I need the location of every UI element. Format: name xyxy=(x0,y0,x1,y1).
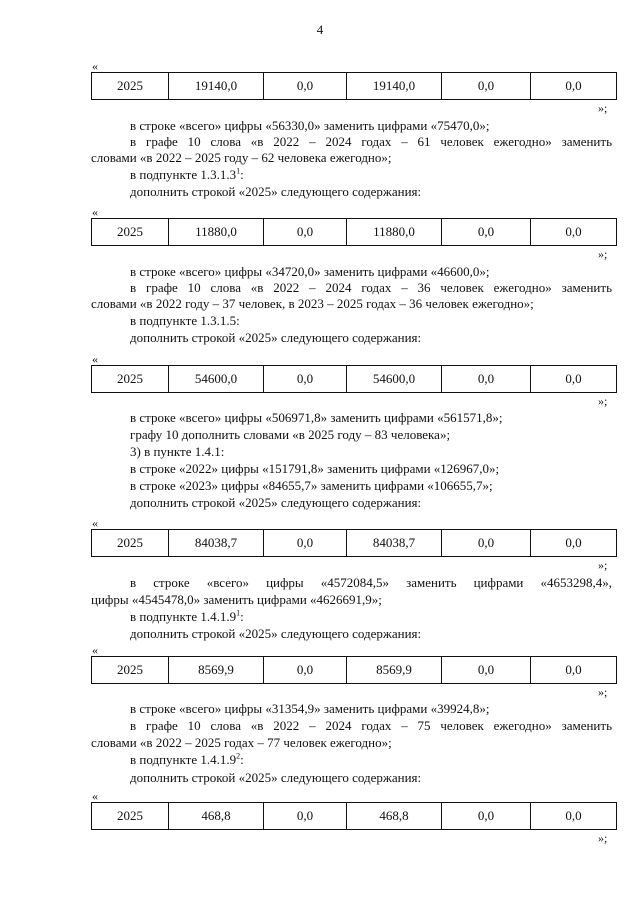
table-cell: 0,0 xyxy=(531,530,617,557)
table-cell: 0,0 xyxy=(264,530,347,557)
text-line: в строке «всего» цифры «56330,0» заменить цифрами «75470,0»; xyxy=(130,118,490,133)
quote-close: »; xyxy=(598,685,608,699)
table-cell: 0,0 xyxy=(531,219,617,246)
table-cell: 0,0 xyxy=(264,366,347,393)
text-line: дополнить строкой «2025» следующего содержания: xyxy=(130,330,422,345)
table-cell: 2025 xyxy=(92,657,169,684)
table-cell: 11880,0 xyxy=(347,219,442,246)
table-row xyxy=(92,803,617,830)
table-cell: 54600,0 xyxy=(347,366,442,393)
data-table xyxy=(91,365,617,393)
table-cell: 2025 xyxy=(92,803,169,830)
quote-open: « xyxy=(92,352,98,366)
quote-open: « xyxy=(92,59,98,73)
page-number: 4 xyxy=(316,22,324,37)
table-cell: 0,0 xyxy=(264,219,347,246)
text-line: в подпункте 1.3.1.5: xyxy=(130,313,240,328)
text-line: дополнить строкой «2025» следующего содержания: xyxy=(130,495,422,510)
text-line: в строке «всего» цифры «31354,9» заменить цифрами «39924,8»; xyxy=(130,701,490,716)
table-cell: 0,0 xyxy=(442,366,531,393)
table-cell: 84038,7 xyxy=(347,530,442,557)
table-row xyxy=(92,657,617,684)
data-table xyxy=(91,72,617,100)
text-line: дополнить строкой «2025» следующего содержания: xyxy=(130,770,422,785)
text-span: в подпункте 1.4.1.9 xyxy=(130,609,237,624)
text-line: в строке «2023» цифры «84655,7» заменить цифрами «106655,7»; xyxy=(130,478,493,493)
table-cell: 0,0 xyxy=(531,803,617,830)
quote-close: »; xyxy=(598,394,608,408)
text-line: словами «в 2022 – 2025 годах – 77 человек ежегодно»; xyxy=(91,735,392,750)
table-cell: 19140,0 xyxy=(169,73,264,100)
text-line: в подпункте 1.4.1.9$^1$: xyxy=(130,608,244,624)
table-cell: 0,0 xyxy=(531,657,617,684)
data-table xyxy=(91,656,617,684)
table-row xyxy=(92,366,617,393)
quote-open: « xyxy=(92,643,98,657)
superscript: 1 xyxy=(236,166,241,176)
table-cell: 0,0 xyxy=(442,219,531,246)
quote-open: « xyxy=(92,205,98,219)
text-line: в строке «всего» цифры «4572084,5» заменить цифрами «4653298,4», xyxy=(130,575,612,590)
table-row xyxy=(92,219,617,246)
table-cell: 468,8 xyxy=(347,803,442,830)
superscript: 2 xyxy=(236,751,241,761)
quote-close: »; xyxy=(598,247,608,261)
table-cell: 0,0 xyxy=(442,530,531,557)
text-line: в строке «всего» цифры «506971,8» заменить цифрами «561571,8»; xyxy=(130,410,503,425)
table-cell: 2025 xyxy=(92,530,169,557)
text-line: в графе 10 слова «в 2022 – 2024 годах – 36 человек ежегодно» заменить xyxy=(130,280,612,295)
text-span: в подпункте 1.3.1.3 xyxy=(130,167,237,182)
quote-open: « xyxy=(92,789,98,803)
table-cell: 0,0 xyxy=(442,657,531,684)
table-cell: 54600,0 xyxy=(169,366,264,393)
table-cell: 2025 xyxy=(92,219,169,246)
text-line: в строке «всего» цифры «34720,0» заменить цифрами «46600,0»; xyxy=(130,264,490,279)
quote-close: »; xyxy=(598,558,608,572)
text-line: в строке «2022» цифры «151791,8» заменить цифрами «126967,0»; xyxy=(130,461,500,476)
text-line: в подпункте 1.3.1.3$^1$: xyxy=(130,166,244,182)
text-line: дополнить строкой «2025» следующего содержания: xyxy=(130,626,422,641)
text-line: в графе 10 слова «в 2022 – 2024 годах – 75 человек ежегодно» заменить xyxy=(130,718,612,733)
quote-open: « xyxy=(92,516,98,530)
text-line: словами «в 2022 – 2025 году – 62 человека ежегодно»; xyxy=(91,150,392,165)
table-cell: 0,0 xyxy=(264,73,347,100)
data-table xyxy=(91,802,617,830)
table-cell: 2025 xyxy=(92,366,169,393)
text-line: в подпункте 1.4.1.9$^2$: xyxy=(130,751,244,767)
table-cell: 19140,0 xyxy=(347,73,442,100)
table-cell: 0,0 xyxy=(531,366,617,393)
table-cell: 0,0 xyxy=(264,657,347,684)
table-cell: 84038,7 xyxy=(169,530,264,557)
table-cell: 0,0 xyxy=(264,803,347,830)
text-line: дополнить строкой «2025» следующего содержания: xyxy=(130,184,422,199)
text-line: 3) в пункте 1.4.1: xyxy=(130,444,225,459)
table-cell: 0,0 xyxy=(531,73,617,100)
table-cell: 0,0 xyxy=(442,803,531,830)
text-line: графу 10 дополнить словами «в 2025 году – 83 человека»; xyxy=(130,427,451,442)
quote-close: »; xyxy=(598,101,608,115)
table-cell: 8569,9 xyxy=(347,657,442,684)
data-table xyxy=(91,529,617,557)
data-table xyxy=(91,218,617,246)
text-line: словами «в 2022 году – 37 человек, в 2023 – 2025 годах – 36 человек ежегодно»; xyxy=(91,296,534,311)
table-row xyxy=(92,73,617,100)
table-cell: 11880,0 xyxy=(169,219,264,246)
table-cell: 2025 xyxy=(92,73,169,100)
text-line: цифры «4545478,0» заменить цифрами «4626691,9»; xyxy=(91,592,382,607)
text-line: в графе 10 слова «в 2022 – 2024 годах – 61 человек ежегодно» заменить xyxy=(130,134,612,149)
text-span: в подпункте 1.4.1.9 xyxy=(130,752,237,767)
table-cell: 8569,9 xyxy=(169,657,264,684)
quote-close: »; xyxy=(598,831,608,845)
table-cell: 0,0 xyxy=(442,73,531,100)
table-row xyxy=(92,530,617,557)
table-cell: 468,8 xyxy=(169,803,264,830)
superscript: 1 xyxy=(236,608,241,618)
